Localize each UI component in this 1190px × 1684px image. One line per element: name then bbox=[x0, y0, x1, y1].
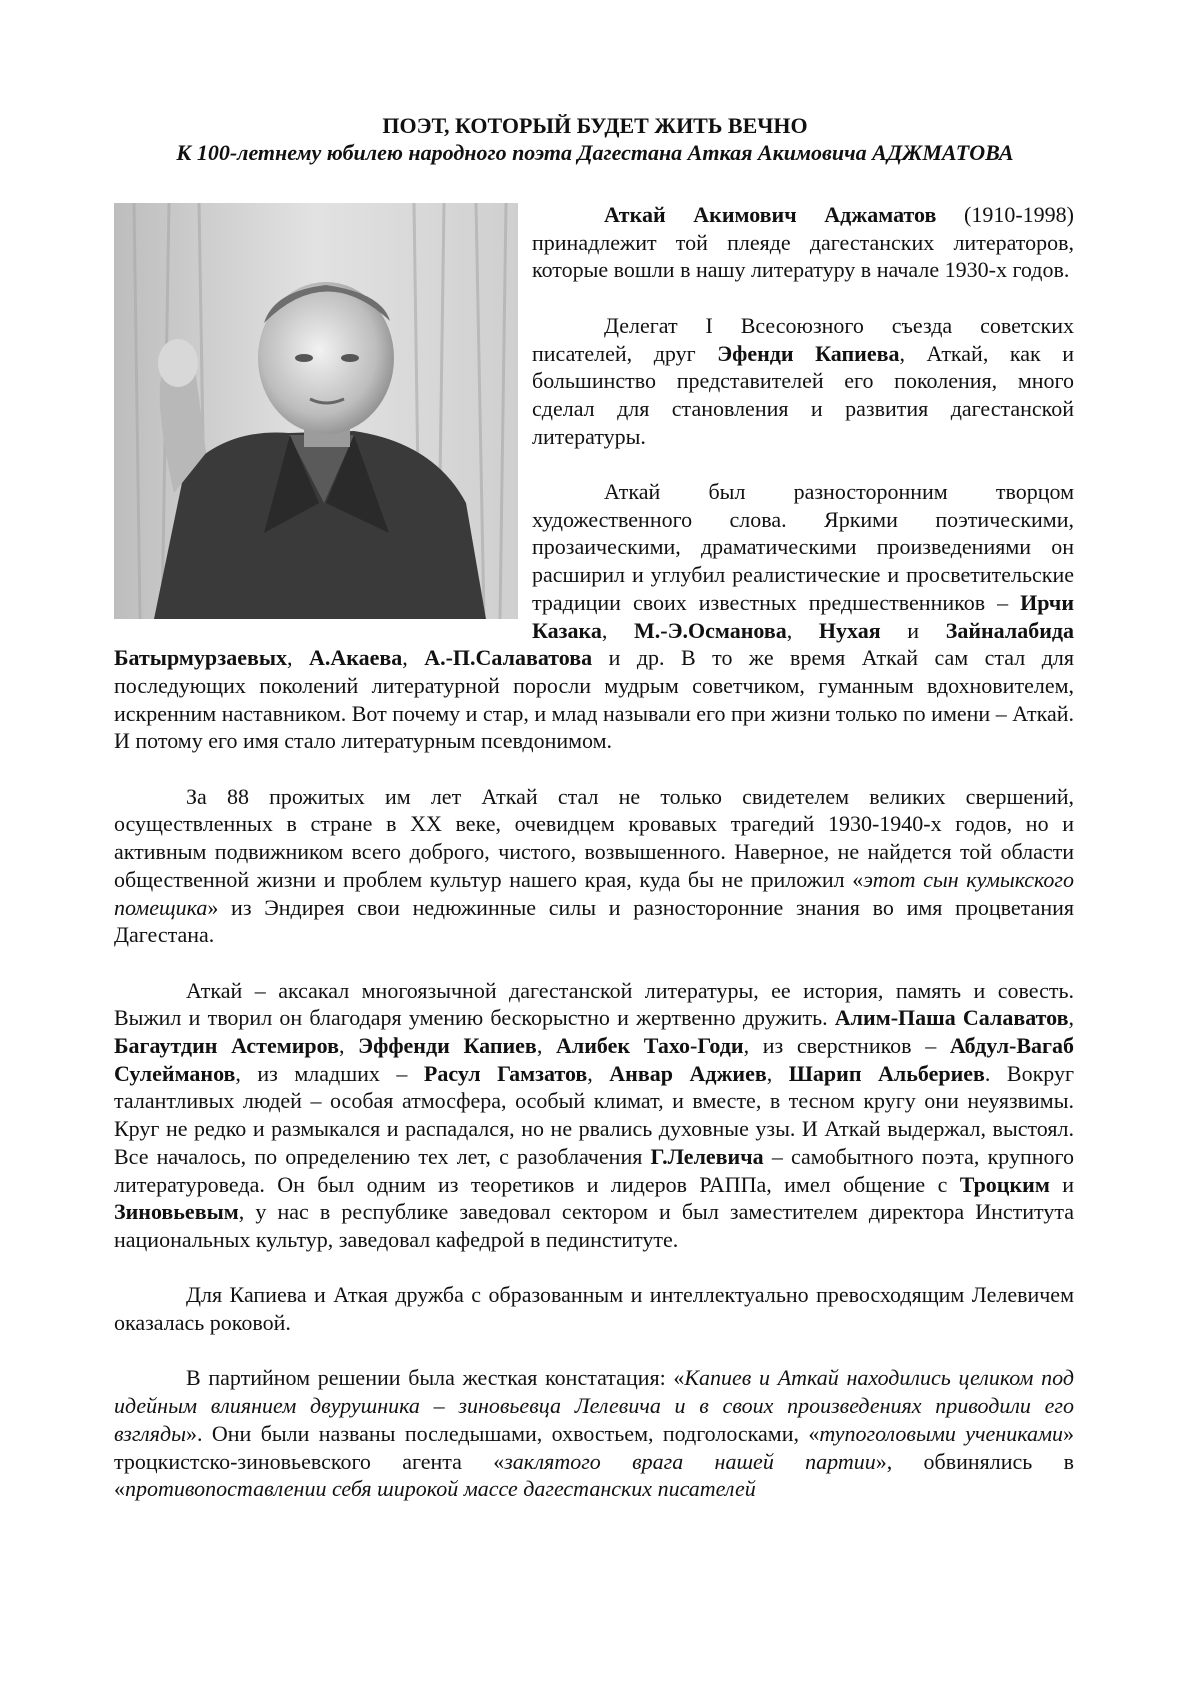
bold-name: А.-П.Салаватова bbox=[424, 645, 593, 671]
bold-name: Эффенди Капиев bbox=[358, 1033, 537, 1059]
text-span: » из Эндирея свои недюжинные силы и разносторонние знания во имя процветания Дагестана. bbox=[114, 894, 1074, 948]
paragraph-4 bbox=[114, 783, 1074, 949]
bold-name: Эфенди Капиева bbox=[717, 340, 900, 366]
text-span: За 88 прожитых им лет Аткай стал не только свидетелем великих свершений, осуществленных в стране в XX веке, очевидцем кровавых трагедий 1930-1940-х годов, но и активным подвижником всего доброго, чистого, возвышенного. Наверное, не найдется той области общественной жизни и проблем культур нашего края, куда бы не приложил « bbox=[114, 783, 1074, 892]
bold-name: Багаутдин Астемиров bbox=[114, 1033, 339, 1059]
paragraph-1-text: (1910-1998) принадлежит той плеяде дагестанских литераторов, которые вошли в нашу литературу в начале 1930-х годов. bbox=[532, 202, 1074, 283]
text-span: ». Они были названы последышами, охвостьем, подголосками, « bbox=[185, 1420, 820, 1446]
article-title: ПОЭТ, КОТОРЫЙ БУДЕТ ЖИТЬ ВЕЧНО bbox=[382, 113, 808, 138]
text-span: , bbox=[287, 645, 309, 671]
photo-spacer bbox=[114, 201, 532, 619]
bold-name: Шарип Альбериев bbox=[788, 1060, 985, 1086]
text-span: , Аткай, как и большинство представителей его поколения, много сделал для становления и развития дагестанской литературы. bbox=[532, 340, 1074, 449]
bold-name: М.-Э.Османова bbox=[634, 617, 787, 643]
text-span: , bbox=[601, 617, 635, 643]
text-span: , bbox=[786, 617, 819, 643]
text-span: , bbox=[536, 1033, 556, 1059]
italic-quote: заклятого врага нашей партии bbox=[504, 1448, 876, 1474]
text-span: – самобытного поэта, крупного литературоведа. Он был одним из теоретиков и лидеров РАППа, имел общение с bbox=[114, 1143, 1074, 1197]
text-span: » троцкистско-зиновьевского агента « bbox=[114, 1420, 1074, 1474]
text-span: , у нас в республике заведовал сектором и был заместителем директора Института национальных культур, заведовал кафедрой в пединституте. bbox=[114, 1199, 1074, 1252]
bold-name: Алим-Паша Салаватов bbox=[834, 1005, 1069, 1031]
text-span: », обвинялись в « bbox=[114, 1448, 1074, 1502]
italic-quote: Капиев и Аткай находились целиком под идейным влиянием двурушника – зиновьевца Лелевича и в своих произведениях приводили его взгляды bbox=[114, 1365, 1074, 1446]
bold-name: Зиновьевым bbox=[114, 1199, 239, 1225]
bold-name: Анвар Аджиев bbox=[609, 1060, 767, 1086]
italic-quote: тупоголовыми учениками bbox=[819, 1420, 1063, 1446]
bold-name: Алибек Тахо-Годи bbox=[556, 1033, 744, 1059]
text-span: В партийном решении была жесткая констатация: « bbox=[186, 1365, 685, 1391]
author-name: Аткай Акимович Аджаматов bbox=[604, 202, 937, 227]
text-span: , bbox=[1068, 1005, 1074, 1031]
text-span: , bbox=[766, 1060, 789, 1086]
bold-name: Г.Лелевича bbox=[650, 1143, 764, 1169]
bold-name: Ирчи Казака bbox=[532, 589, 1074, 643]
italic-quote: противопоставлении себя широкой массе дагестанских писателей bbox=[125, 1476, 756, 1502]
text-span: , из сверстников – bbox=[743, 1033, 950, 1059]
text-span: и др. В то же время Аткай сам стал для последующих поколений литературной поросли мудрым советчиком, гуманным вдохновителем, искренним наставником. Вот почему и стар, и млад называли его при жизни только по имени – Аткай. И потому его имя стало литературным псевдонимом. bbox=[114, 645, 1075, 754]
text-span: Аткай был разносторонним творцом художественного слова. Яркими поэтическими, прозаическими, драматическими произведениями он расширил и углубил реалистические и просветительские традиции своих известных предшественников – bbox=[532, 479, 1074, 615]
text-span: Делегат I Всесоюзного съезда советских писателей, друг bbox=[532, 312, 1074, 366]
bold-name: Расул Гамзатов bbox=[423, 1060, 588, 1086]
bold-name: Зайналабида Батырмурзаевых bbox=[114, 617, 1075, 671]
paragraph-7 bbox=[114, 1364, 1074, 1503]
text-span: , bbox=[402, 645, 425, 671]
text-span: , bbox=[339, 1033, 359, 1059]
text-span: . Вокруг талантливых людей – особая атмосфера, особый климат, и вместе, в тесном кругу они неуязвимы. Круг не редко и размыкался и распадался, но не рвались духовные узы. И Аткай выдержал, выстоял. Все началось, по определению тех лет, с разоблачения bbox=[114, 1060, 1074, 1169]
text-span: и bbox=[880, 617, 946, 643]
article-subtitle: К 100-летнему юбилею народного поэта Дагестана Аткая Акимовича АДЖМАТОВА bbox=[176, 140, 1014, 165]
italic-quote: этот сын кумыкского помещика bbox=[114, 866, 1075, 920]
text-span: , из младших – bbox=[235, 1060, 424, 1086]
text-span: , bbox=[587, 1060, 610, 1086]
bold-name: А.Акаева bbox=[308, 645, 403, 671]
text-span: Аткай – аксакал многоязычной дагестанской литературы, ее история, память и совесть. Выжил и творил он благодаря умению бескорыстно и жертвенно дружить. bbox=[114, 977, 1074, 1031]
bold-name: Нухая bbox=[818, 617, 881, 643]
text-span: и bbox=[1049, 1171, 1074, 1197]
bold-name: Троцким bbox=[959, 1171, 1050, 1197]
paragraph-6 bbox=[114, 1281, 1074, 1336]
text-span: Для Капиева и Аткая дружба с образованным и интеллектуально превосходящим Лелевичем оказалась роковой. bbox=[114, 1282, 1074, 1336]
bold-name: Абдул-Вагаб Сулейманов bbox=[114, 1033, 1075, 1086]
paragraph-5 bbox=[114, 977, 1074, 1254]
article-body bbox=[114, 201, 1074, 1503]
